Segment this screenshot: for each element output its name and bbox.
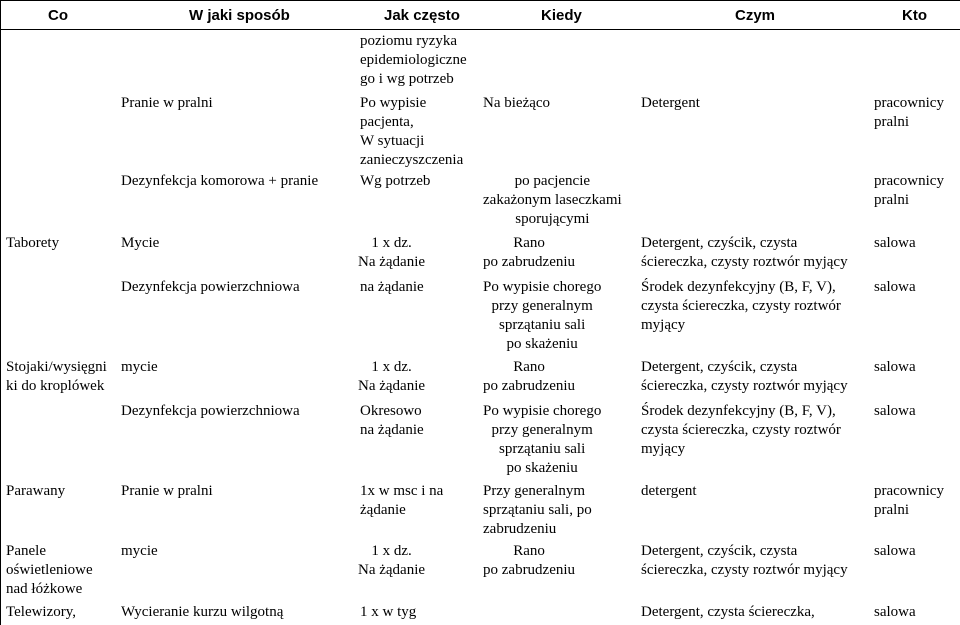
header-sposob: W jaki sposób	[189, 7, 290, 24]
cell-czesto: na żądanie	[360, 279, 424, 295]
cell-czym: Detergent, czyścik, czysta ściereczka, czysty roztwór myjący	[641, 543, 848, 578]
cell-kiedy: Na bieżąco	[483, 95, 551, 111]
cell-kto: salowa	[874, 359, 916, 375]
cell-co: Stojaki/wysięgni ki do kroplówek	[6, 359, 107, 394]
cell-czesto: Okresowo na żądanie	[360, 403, 424, 438]
cell-kto: salowa	[874, 543, 916, 559]
cell-co: Parawany	[6, 483, 66, 499]
cell-kiedy: Po wypisie chorego przy generalnym sprzątaniu sali po skażeniu	[483, 403, 602, 476]
table-header	[0, 0, 960, 30]
table-left-border	[0, 0, 1, 625]
cell-czesto: poziomu ryzyka epidemiologiczne go i wg potrzeb	[360, 33, 467, 87]
cell-co: Taborety	[6, 235, 60, 251]
cell-kto: salowa	[874, 279, 916, 295]
cell-kto: salowa	[874, 403, 916, 419]
cell-czym: detergent	[641, 483, 697, 499]
header-kto: Kto	[902, 7, 927, 24]
cell-kiedy: Po wypisie chorego przy generalnym sprzątaniu sali po skażeniu	[483, 279, 602, 352]
cell-czym: Detergent, czyścik, czysta ściereczka, czysty roztwór myjący	[641, 235, 848, 270]
cell-sposob: Dezynfekcja komorowa + pranie	[121, 173, 319, 189]
header-czym: Czym	[735, 7, 776, 24]
cell-kto: pracownicy pralni	[874, 173, 944, 208]
cell-czym: Detergent, czyścik, czysta ściereczka, czysty roztwór myjący	[641, 359, 848, 394]
cell-czesto: 1 x dz. Na żądanie	[358, 543, 426, 578]
cell-czesto: 1x w msc i na żądanie	[360, 483, 444, 518]
cell-sposob: Pranie w pralni	[121, 483, 213, 499]
cell-czesto: Po wypisie pacjenta, W sytuacji zanieczyszczenia	[360, 95, 464, 168]
header-co: Co	[48, 7, 68, 24]
cell-czym: Środek dezynfekcyjny (B, F, V), czysta ściereczka, czysty roztwór myjący	[641, 279, 841, 333]
cell-kto: pracownicy pralni	[874, 483, 944, 518]
cell-kiedy: Przy generalnym sprzątaniu sali, po zabrudzeniu	[483, 483, 592, 537]
cell-czesto: 1 x w tyg	[360, 604, 417, 620]
cell-kto: salowa	[874, 235, 916, 251]
cell-kto: pracownicy pralni	[874, 95, 944, 130]
cell-czesto: 1 x dz. Na żądanie	[358, 235, 426, 270]
cell-sposob: Pranie w pralni	[121, 95, 213, 111]
cell-kiedy: po pacjencie zakażonym laseczkami sporującymi	[483, 173, 622, 227]
cell-sposob: mycie	[121, 359, 158, 375]
cell-kiedy: Rano po zabrudzeniu	[483, 543, 576, 578]
cell-czym: Detergent	[641, 95, 700, 111]
cell-sposob: Mycie	[121, 235, 160, 251]
cell-co: Telewizory,	[6, 604, 77, 620]
cell-kiedy: Rano po zabrudzeniu	[483, 359, 576, 394]
header-czesto: Jak często	[384, 7, 460, 24]
cell-czesto: Wg potrzeb	[360, 173, 431, 189]
header-kiedy: Kiedy	[541, 7, 582, 24]
cell-kiedy: Rano po zabrudzeniu	[483, 235, 576, 270]
cell-sposob: Dezynfekcja powierzchniowa	[121, 279, 300, 295]
cell-czym: Środek dezynfekcyjny (B, F, V), czysta ściereczka, czysty roztwór myjący	[641, 403, 841, 457]
cell-czym: Detergent, czysta ściereczka,	[641, 604, 815, 620]
cell-czesto: 1 x dz. Na żądanie	[358, 359, 426, 394]
cell-sposob: Wycieranie kurzu wilgotną	[121, 604, 284, 620]
cell-kto: salowa	[874, 604, 916, 620]
cell-sposob: mycie	[121, 543, 158, 559]
cell-co: Panele oświetleniowe nad łóżkowe	[6, 543, 93, 597]
cell-sposob: Dezynfekcja powierzchniowa	[121, 403, 300, 419]
